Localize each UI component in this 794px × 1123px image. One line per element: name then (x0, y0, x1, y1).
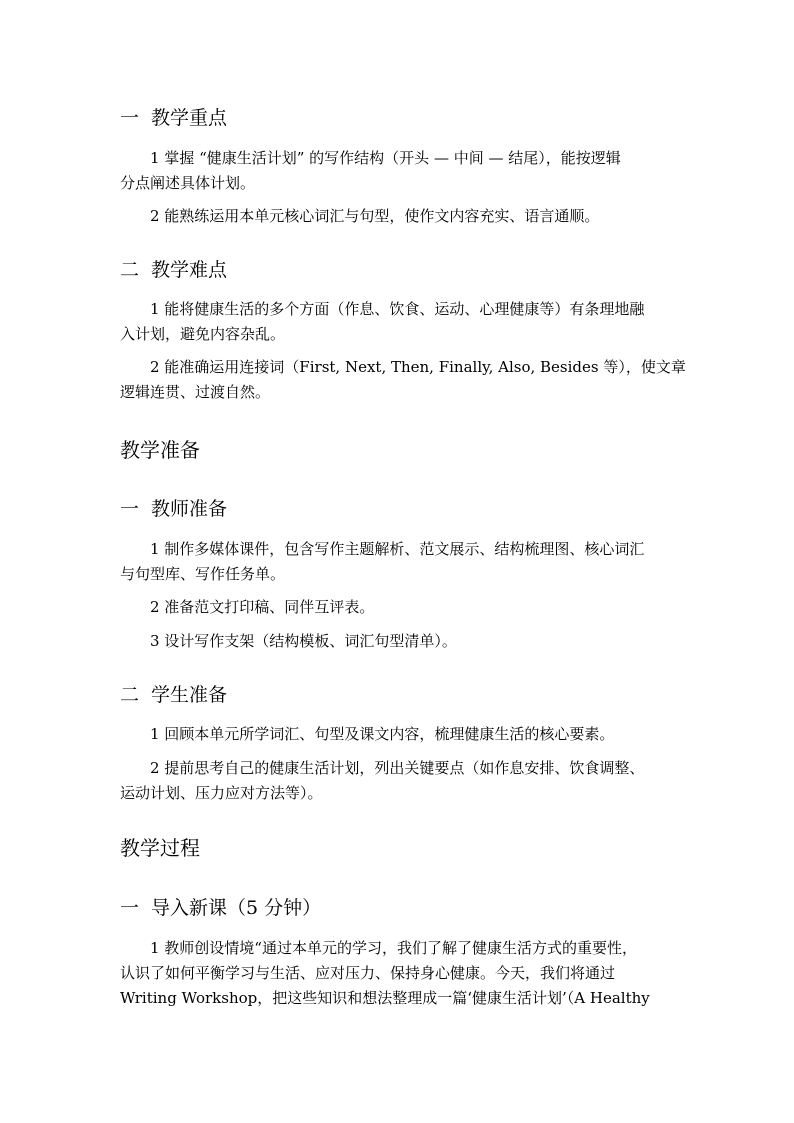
section-heading-teacher-preparation (120, 497, 227, 521)
paragraph-line: 1 掌握 “健康生活计划” 的写作结构（开头 — 中间 — 结尾），能按逻辑 (150, 149, 621, 167)
paragraph-teacher-prep-1 (120, 537, 676, 587)
section-heading-difficulties (120, 258, 227, 282)
section-title: 教学难点 (151, 259, 228, 281)
section-number: 二 (120, 259, 140, 281)
paragraph-difficulty-1 (120, 297, 676, 347)
paragraph-line: 分点阐述具体计划。 (120, 174, 256, 192)
section-number: 一 (120, 107, 140, 129)
section-heading-key-points (120, 106, 227, 130)
paragraph-line: 3 设计写作支架（结构模板、词汇句型清单）。 (150, 632, 457, 650)
paragraph-line: 1 回顾本单元所学词汇、句型及课文内容，梳理健康生活的核心要素。 (150, 725, 615, 743)
paragraph-line: 1 教师创设情境“通过本单元的学习，我们了解了健康生活方式的重要性， (150, 939, 637, 957)
paragraph-key-point-2 (120, 204, 676, 229)
paragraph-line: 2 能熟练运用本单元核心词汇与句型，使作文内容充实、语言通顺。 (150, 207, 600, 225)
paragraph-line: 入计划，避免内容杂乱。 (120, 325, 286, 343)
paragraph-line: 2 准备范文打印稿、同伴互评表。 (150, 598, 375, 616)
paragraph-intro-1 (120, 936, 676, 1011)
paragraph-student-prep-2 (120, 756, 676, 806)
chapter-heading-preparation: 教学准备 (120, 438, 200, 462)
section-title: 教师准备 (151, 498, 228, 520)
paragraph-teacher-prep-3 (120, 629, 676, 654)
paragraph-student-prep-1 (120, 722, 676, 747)
section-number: 一 (120, 897, 140, 919)
paragraph-line: 逻辑连贯、过渡自然。 (120, 383, 271, 401)
paragraph-line: 1 能将健康生活的多个方面（作息、饮食、运动、心理健康等）有条理地融 (150, 300, 645, 318)
paragraph-line: 1 制作多媒体课件，包含写作主题解析、范文展示、结构梳理图、核心词汇 (150, 540, 645, 558)
section-title: 学生准备 (151, 684, 228, 706)
section-number: 一 (120, 498, 140, 520)
paragraph-line: 与句型库、写作任务单。 (120, 565, 286, 583)
section-title: 导入新课（5 分钟） (151, 897, 322, 919)
paragraph-key-point-1 (120, 146, 676, 196)
paragraph-line: 认识了如何平衡学习与生活、应对压力、保持身心健康。今天，我们将通过 (120, 964, 616, 982)
section-title: 教学重点 (151, 107, 228, 129)
paragraph-line: 2 能准确运用连接词（First, Next, Then, Finally, Also, Besides 等），使文章 (150, 358, 686, 376)
section-heading-intro (120, 896, 321, 920)
paragraph-line: 运动计划、压力应对方法等）。 (120, 784, 323, 802)
paragraph-teacher-prep-2 (120, 595, 676, 620)
paragraph-line: Writing Workshop，把这些知识和想法整理成一篇‘健康生活计划’（A Healthy (120, 989, 650, 1007)
paragraph-difficulty-2 (120, 355, 686, 405)
chapter-heading-process: 教学过程 (120, 836, 200, 860)
section-heading-student-preparation (120, 683, 227, 707)
section-number: 二 (120, 684, 140, 706)
paragraph-line: 2 提前思考自己的健康生活计划，列出关键要点（如作息安排、饮食调整、 (150, 759, 645, 777)
